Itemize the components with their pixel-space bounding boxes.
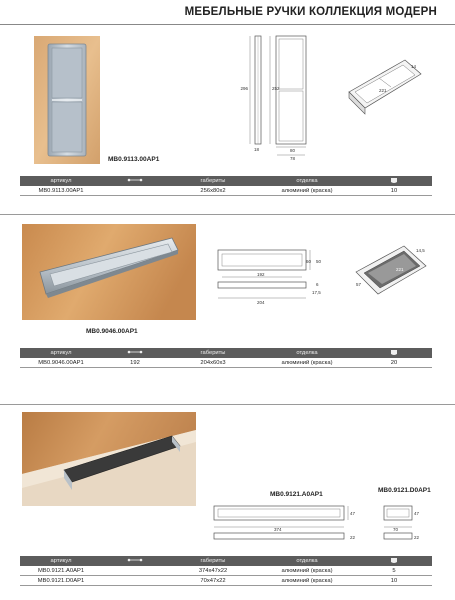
dim-width-192: 192 xyxy=(257,272,265,277)
col-dimensions: габериты xyxy=(200,558,226,564)
dim-width-374: 374 xyxy=(274,527,282,532)
iso-drawing-2 xyxy=(350,236,432,318)
col-article: артикул xyxy=(50,558,72,564)
product-code-2: MB0.9046.00AP1 xyxy=(86,328,138,335)
arrow-span-icon xyxy=(102,177,168,185)
iso-dim-height-2: 57 xyxy=(356,282,362,287)
dim-height-50: 50 xyxy=(316,259,322,264)
dim-width-1: 80 xyxy=(290,148,296,153)
box-icon xyxy=(356,349,432,358)
col-article: артикул xyxy=(50,350,72,356)
page-title: МЕБЕЛЬНЫЕ РУЧКИ КОЛЛЕКЦИЯ МОДЕРН xyxy=(184,6,437,18)
dim-height-1: 296 xyxy=(240,86,248,91)
box-icon xyxy=(356,557,432,566)
product-photo-1 xyxy=(34,36,100,164)
spec-table-3 xyxy=(20,556,432,586)
iso-drawing-1 xyxy=(345,52,425,132)
dim-height-60: 60 xyxy=(306,259,312,264)
product-code-3d: MB0.9121.D0AP1 xyxy=(378,487,431,494)
technical-drawing-1 xyxy=(238,30,318,170)
table-header xyxy=(20,556,432,566)
dim-height-47-d: 47 xyxy=(414,511,420,516)
product-photo-3 xyxy=(22,412,196,506)
dim-height-2: 252 xyxy=(272,86,280,91)
spec-table-2 xyxy=(20,348,432,368)
col-dimensions: габериты xyxy=(200,350,226,356)
product-code-1: MB0.9113.00AP1 xyxy=(108,156,160,163)
technical-drawing-3d xyxy=(376,500,426,546)
product-photo-2 xyxy=(22,224,196,320)
col-article: артикул xyxy=(50,178,72,184)
iso-dim-length-2: 221 xyxy=(396,267,404,272)
dim-width-204: 204 xyxy=(257,300,265,305)
col-dimensions: габериты xyxy=(200,178,226,184)
col-finish: отделка xyxy=(296,558,318,564)
table-row: MB0.9121.D0AP1 70x47x22 алюминий (краска) 10 xyxy=(20,576,432,586)
table-header xyxy=(20,176,432,186)
table-row: MB0.9113.00AP1 256x80x2 алюминий (краска) 10 xyxy=(20,186,432,196)
table-row: MB0.9046.00AP1 192 204x60x3 алюминий (краска) 20 xyxy=(20,358,432,368)
dim-depth-22: 22 xyxy=(350,535,356,540)
iso-dim-depth: 14 xyxy=(411,64,417,69)
dim-depth-17: 17,5 xyxy=(312,290,321,295)
dim-height-47: 47 xyxy=(350,511,356,516)
dim-width-2: 78 xyxy=(290,156,296,161)
product-code-3a: MB0.9121.A0AP1 xyxy=(270,491,323,498)
iso-dim-depth-2: 14,5 xyxy=(416,248,425,253)
table-header xyxy=(20,348,432,358)
technical-drawing-3a xyxy=(208,500,358,546)
header-divider xyxy=(0,24,455,25)
dim-width-70: 70 xyxy=(393,527,399,532)
technical-drawing-2 xyxy=(212,246,337,312)
box-icon xyxy=(356,177,432,186)
spec-table-1 xyxy=(20,176,432,196)
iso-dim-length: 221 xyxy=(379,88,387,93)
dim-side-width: 18 xyxy=(254,147,260,152)
col-finish: отделка xyxy=(296,350,318,356)
dim-depth-22-d: 22 xyxy=(414,535,420,540)
table-row: MB0.9121.A0AP1 374x47x22 алюминий (краска) 5 xyxy=(20,566,432,576)
dim-depth-6: 6 xyxy=(316,282,319,287)
col-finish: отделка xyxy=(296,178,318,184)
section-divider xyxy=(0,404,455,405)
arrow-span-icon xyxy=(102,557,168,565)
section-divider xyxy=(0,214,455,215)
arrow-span-icon xyxy=(102,349,168,357)
